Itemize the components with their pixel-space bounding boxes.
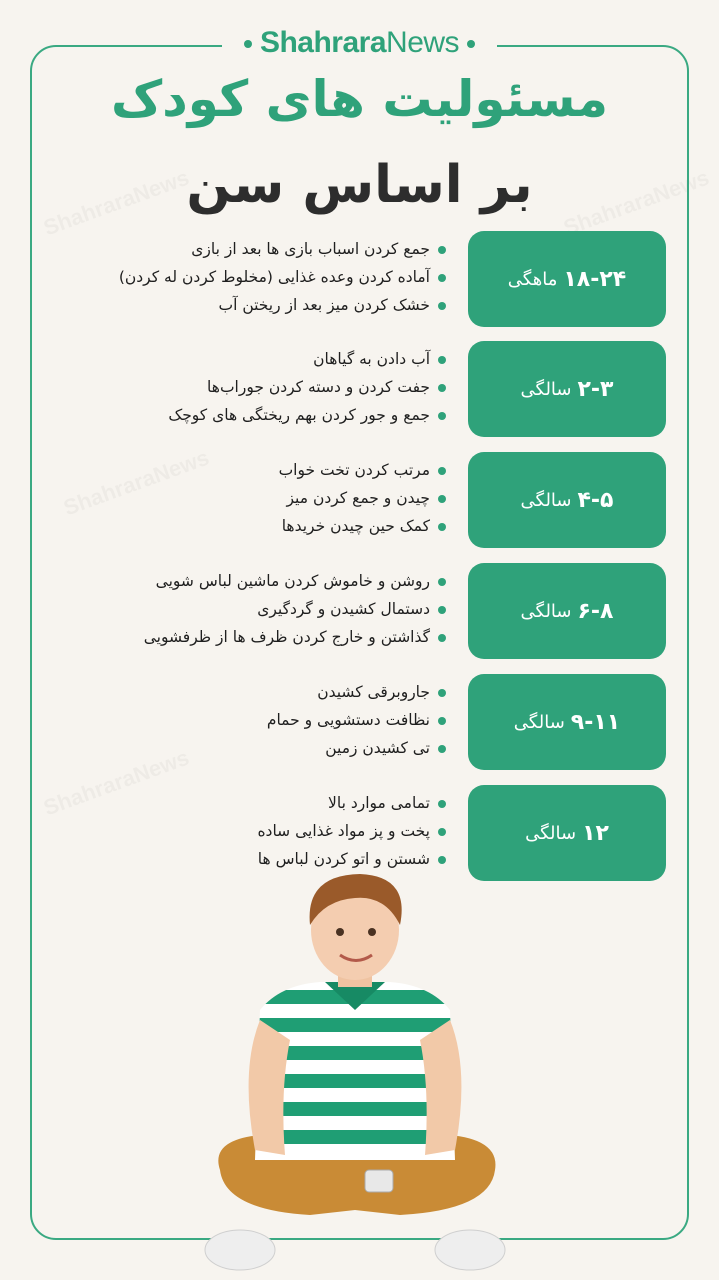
task-list <box>56 789 446 873</box>
bullet-icon <box>438 274 446 282</box>
list-item: گذاشتن و خارج کردن ظرف ها از ظرفشویی <box>56 623 446 651</box>
bullet-icon <box>438 856 446 864</box>
brand-logo: ShahraraNews <box>0 26 719 60</box>
task-list <box>56 678 446 762</box>
list-item: جفت کردن و دسته کردن جوراب‌ها <box>56 373 446 401</box>
bullet-icon <box>438 302 446 310</box>
brand-dot-icon <box>467 40 475 48</box>
list-item: جمع کردن اسباب بازی ها بعد از بازی <box>56 235 446 263</box>
list-item: کمک حین چیدن خریدها <box>56 512 446 540</box>
list-item: آب دادن به گیاهان <box>56 345 446 373</box>
bullet-icon <box>438 634 446 642</box>
list-item: دستمال کشیدن و گردگیری <box>56 595 446 623</box>
brand-dot-icon <box>244 40 252 48</box>
task-list <box>56 567 446 651</box>
bullet-icon <box>438 800 446 808</box>
list-item: نظافت دستشویی و حمام <box>56 706 446 734</box>
age-badge: ۴-۵ سالگی <box>468 452 666 548</box>
list-item: شستن و اتو کردن لباس ها <box>56 845 446 873</box>
list-item: روشن و خاموش کردن ماشین لباس شویی <box>56 567 446 595</box>
bullet-icon <box>438 578 446 586</box>
bullet-icon <box>438 606 446 614</box>
task-list <box>56 456 446 540</box>
age-group-row <box>60 785 666 881</box>
bullet-icon <box>438 356 446 364</box>
bullet-icon <box>438 384 446 392</box>
list-item: جاروبرقی کشیدن <box>56 678 446 706</box>
bullet-icon <box>438 717 446 725</box>
list-item: مرتب کردن تخت خواب <box>56 456 446 484</box>
page-title: مسئولیت های کودک <box>110 70 609 128</box>
bullet-icon <box>438 246 446 254</box>
task-list <box>56 345 446 429</box>
list-item: چیدن و جمع کردن میز <box>56 484 446 512</box>
bullet-icon <box>438 828 446 836</box>
age-badge: ۲-۳ سالگی <box>468 341 666 437</box>
child-illustration <box>200 870 510 1280</box>
list-item: جمع و جور کردن بهم ریختگی های کوچک <box>56 401 446 429</box>
list-item: پخت و پز مواد غذایی ساده <box>56 817 446 845</box>
task-list <box>56 235 446 319</box>
age-badge: ۹-۱۱ سالگی <box>468 674 666 770</box>
age-group-row <box>60 231 666 327</box>
bullet-icon <box>438 495 446 503</box>
bullet-icon <box>438 745 446 753</box>
list-item: تی کشیدن زمین <box>56 734 446 762</box>
age-group-row <box>60 452 666 548</box>
age-group-row <box>60 674 666 770</box>
age-group-row <box>60 563 666 659</box>
age-badge: ۱۲ سالگی <box>468 785 666 881</box>
list-item: خشک کردن میز بعد از ریختن آب <box>56 291 446 319</box>
age-badge: ۱۸-۲۴ ماهگی <box>468 231 666 327</box>
age-group-row <box>60 341 666 437</box>
bullet-icon <box>438 412 446 420</box>
page-subtitle: بر اساس سن <box>186 155 533 215</box>
bullet-icon <box>438 523 446 531</box>
list-item: آماده کردن وعده غذایی (مخلوط کردن له کردن) <box>56 263 446 291</box>
bullet-icon <box>438 689 446 697</box>
age-badge: ۶-۸ سالگی <box>468 563 666 659</box>
list-item: تمامی موارد بالا <box>56 789 446 817</box>
bullet-icon <box>438 467 446 475</box>
